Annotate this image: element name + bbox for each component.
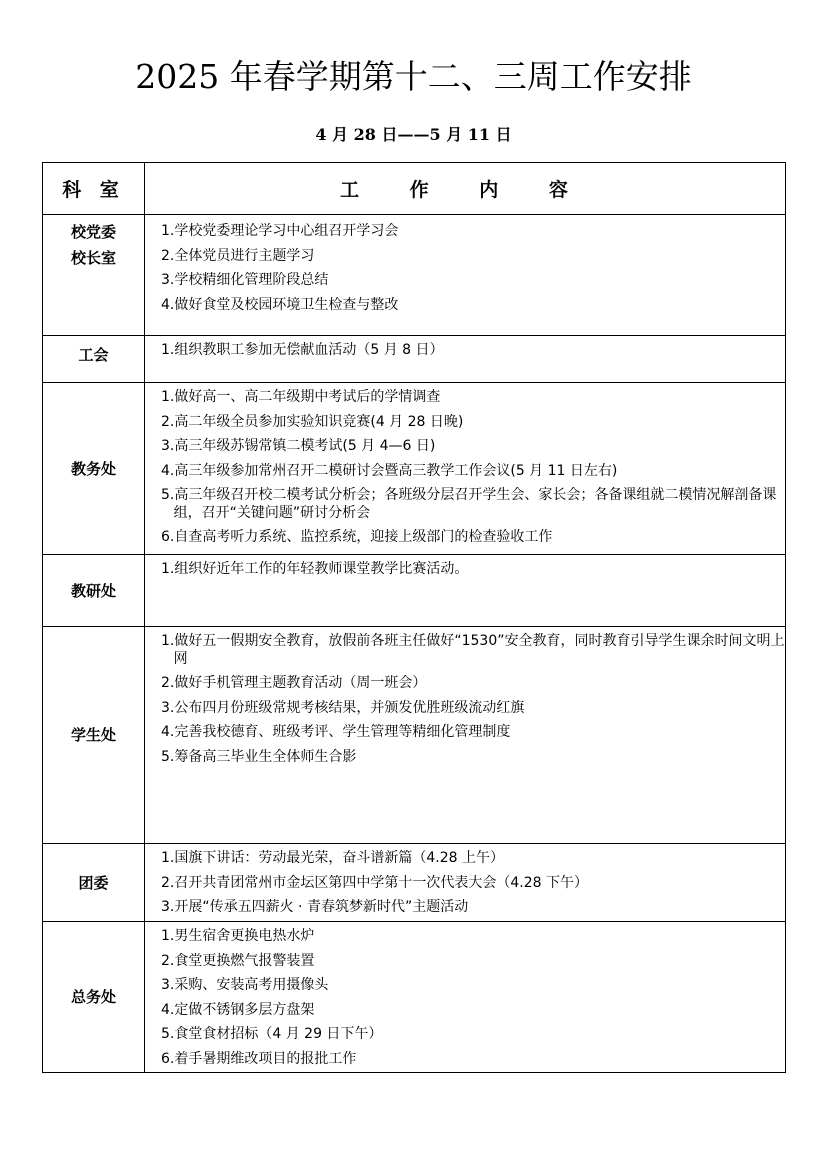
- list-item: 5.食堂食材招标（4 月 29 日下午）: [161, 1026, 383, 1042]
- list-item: 1.做好五一假期安全教育，放假前各班主任做好“1530”安全教育，同时教育引导学生课余时间文明上网: [161, 633, 785, 667]
- list-item: 1.做好高一、高二年级期中考试后的学情调查: [161, 389, 441, 405]
- list-item: 2.全体党员进行主题学习: [161, 247, 315, 264]
- table-row: [43, 627, 786, 844]
- list-item: 4.做好食堂及校园环境卫生检查与整改: [161, 296, 399, 313]
- list-item: 3.采购、安装高考用摄像头: [161, 977, 329, 993]
- table-row: [43, 555, 786, 627]
- dept-cell-student-affairs: 学生处: [43, 627, 145, 844]
- list-item: 2.食堂更换燃气报警装置: [161, 952, 315, 969]
- list-item: 1.国旗下讲话：劳动最光荣，奋斗谱新篇（4.28 上午）: [161, 850, 504, 866]
- table-header-row: [43, 163, 786, 215]
- header-dept: 科 室: [43, 163, 145, 215]
- list-item: 3.学校精细化管理阶段总结: [161, 272, 329, 288]
- list-item: 3.公布四月份班级常规考核结果，并颁发优胜班级流动红旗: [161, 699, 525, 716]
- table-row: [43, 383, 786, 555]
- content-cell: [145, 215, 786, 336]
- list-item: 1.男生宿舍更换电热水炉: [161, 928, 315, 944]
- content-cell: [145, 336, 786, 383]
- dept-cell-academic-affairs: 教务处: [43, 383, 145, 555]
- list-item: 1.组织教职工参加无偿献血活动（5 月 8 日）: [161, 342, 444, 358]
- list-item: 1.学校党委理论学习中心组召开学习会: [161, 223, 399, 239]
- dept-label: 校党委: [70, 223, 116, 241]
- list-item: 2.做好手机管理主题教育活动（周一班会）: [161, 675, 427, 691]
- list-item: 4.完善我校德育、班级考评、学生管理等精细化管理制度: [161, 724, 511, 740]
- list-item: 2.高二年级全员参加实验知识竞赛(4 月 28 日晚): [161, 413, 464, 430]
- content-cell: [145, 844, 786, 922]
- dept-cell-teaching-research: 教研处: [43, 555, 145, 627]
- list-item: 1.组织好近年工作的年轻教师课堂教学比赛活动。: [161, 561, 469, 577]
- list-item: 4.定做不锈钢多层方盘架: [161, 1001, 315, 1018]
- list-item: 5.高三年级召开校二模考试分析会；各班级分层召开学生会、家长会；各备课组就二模情况解剖备课组，召开“关键问题”研讨分析会: [161, 487, 777, 521]
- date-range: 4 月 28 日——5 月 11 日: [315, 125, 512, 144]
- content-cell: [145, 383, 786, 555]
- list-item: 6.自查高考听力系统、监控系统，迎接上级部门的检查验收工作: [161, 529, 553, 545]
- dept-cell-youth-league: 团委: [43, 844, 145, 922]
- header-content: 工 作 内 容: [145, 163, 786, 215]
- dept-label: 校长室: [70, 249, 116, 267]
- table-row: [43, 844, 786, 922]
- dept-cell-union: 工会: [43, 336, 145, 383]
- content-cell: [145, 922, 786, 1073]
- list-item: 2.召开共青团常州市金坛区第四中学第十一次代表大会（4.28 下午）: [161, 874, 588, 891]
- dept-cell-party-principal: [43, 215, 145, 336]
- table-row: [43, 922, 786, 1073]
- list-item: 5.筹备高三毕业生全体师生合影: [161, 748, 357, 765]
- table-row: [43, 215, 786, 336]
- document-title: 2025 年春学期第十二、三周工作安排: [135, 57, 692, 96]
- content-cell: [145, 555, 786, 627]
- list-item: 3.高三年级苏锡常镇二模考试(5 月 4—6 日): [161, 438, 436, 454]
- table-row: [43, 336, 786, 383]
- content-cell: [145, 627, 786, 844]
- schedule-table: [42, 162, 786, 1073]
- dept-cell-general-affairs: 总务处: [43, 922, 145, 1073]
- list-item: 3.开展“传承五四薪火 · 青春筑梦新时代”主题活动: [161, 899, 469, 915]
- list-item: 4.高三年级参加常州召开二模研讨会暨高三教学工作会议(5 月 11 日左右): [161, 462, 618, 479]
- list-item: 6.着手暑期维改项目的报批工作: [161, 1050, 357, 1067]
